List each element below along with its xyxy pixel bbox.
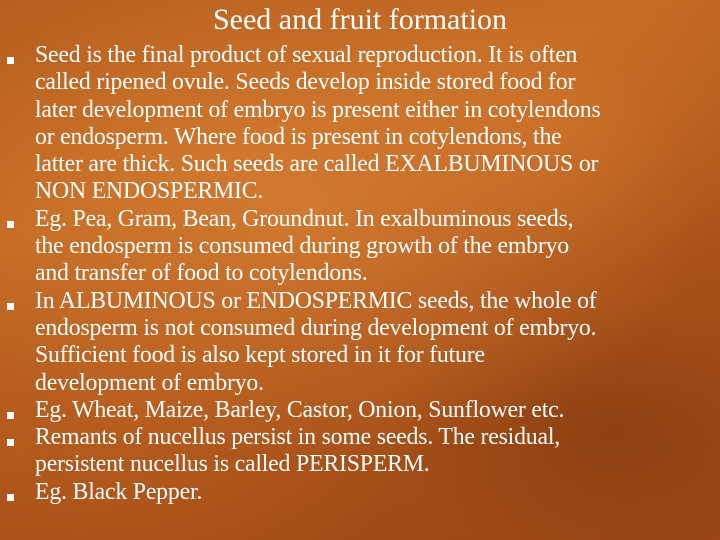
square-bullet-icon [7,57,14,64]
bullet-text-line: Seed is the final product of sexual reproduction. It is often [35,42,578,68]
bullet-text-line: development of embryo. [35,369,264,396]
square-bullet-icon [7,303,14,310]
bullet-text-line: later development of embryo is present either in cotylendons [35,96,601,123]
square-bullet-icon [7,439,14,446]
bullet-text-line: endosperm is not consumed during development of embryo. [35,314,597,341]
square-bullet-icon [7,494,14,501]
bullet-text-line: Sufficient food is also kept stored in it for future [35,342,485,369]
bullet-text-line: called ripened ovule. Seeds develop inside stored food for [35,69,576,96]
bullet-item [0,424,720,479]
bullet-text-line: Eg. Wheat, Maize, Barley, Castor, Onion, Sunflower etc. [35,396,565,423]
square-bullet-icon [7,412,14,419]
bullet-list [0,42,720,506]
square-bullet-icon [7,221,14,228]
bullet-item [0,206,720,288]
bullet-text-line: Eg. Pea, Gram, Bean, Groundnut. In exalbuminous seeds, [35,205,574,232]
bullet-text-line: Eg. Black Pepper. [35,478,203,505]
bullet-text-line: latter are thick. Such seeds are called EXALBUMINOUS or [35,151,599,178]
bullet-item [0,397,720,424]
slide-title: Seed and fruit formation [212,3,508,36]
bullet-item [0,42,720,206]
bullet-text-line: Remants of nucellus persist in some seeds. The residual, [35,424,561,451]
bullet-text-line: the endosperm is consumed during growth of the embryo [35,233,569,260]
bullet-item [0,479,720,506]
bullet-text-line: or endosperm. Where food is present in cotylendons, the [35,123,562,150]
bullet-text-line: persistent nucellus is called PERISPERM. [35,451,430,478]
bullet-text-line: NON ENDOSPERMIC. [35,178,264,205]
bullet-text-line: In ALBUMINOUS or ENDOSPERMIC seeds, the whole of [35,287,597,314]
bullet-item [0,288,720,397]
bullet-text-line: and transfer of food to cotylendons. [35,260,368,287]
